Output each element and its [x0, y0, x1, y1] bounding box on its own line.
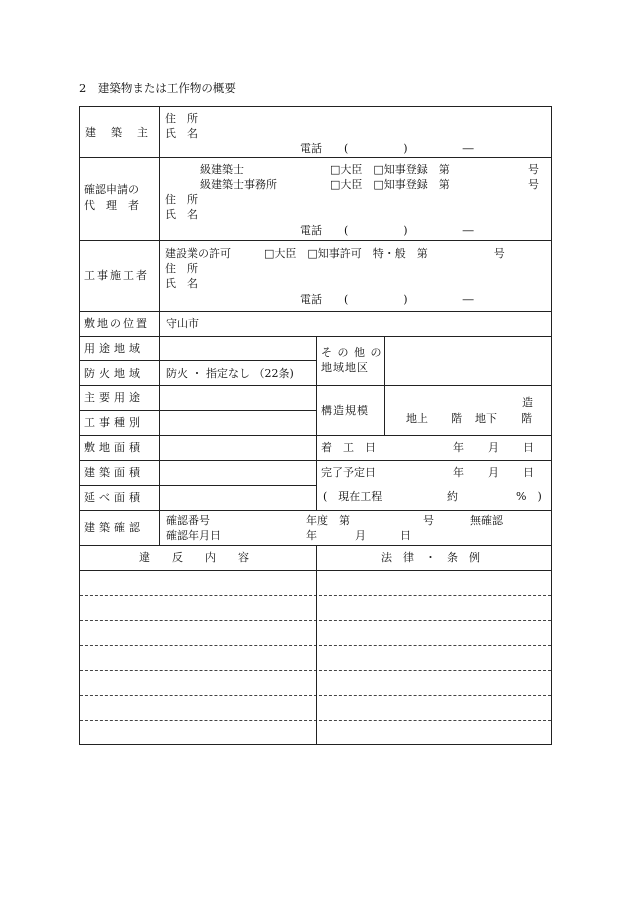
total-floor-area-label: 延べ面積	[84, 491, 144, 504]
row-divider	[79, 311, 552, 312]
row-divider	[79, 360, 316, 361]
site-area-label: 敷地面積	[84, 441, 144, 454]
law-ordinance-header: 法 律 ・ 条 例	[381, 551, 480, 564]
use-zone-label: 用途地域	[84, 342, 144, 355]
architect-registration: □大臣 □知事登録 第	[330, 163, 450, 176]
other-district-label-line1: そ の 他 の	[321, 346, 383, 359]
start-date-label: 着 工 日	[321, 441, 376, 454]
confirmation-date-month: 月	[355, 529, 366, 542]
contractor-permit: 建設業の許可 □大臣 □知事許可 特・般 第 号	[165, 247, 505, 260]
row-divider	[79, 157, 552, 158]
start-date-month: 月	[488, 441, 499, 454]
column-divider	[384, 336, 385, 435]
row-divider	[79, 485, 316, 486]
owner-address-label: 住 所	[165, 112, 198, 125]
office-reg-go: 号	[528, 178, 539, 191]
fire-zone-value: 防火 ・ 指定なし （22条)	[166, 367, 294, 380]
completion-date-month: 月	[488, 466, 499, 479]
structure-zo: 造	[522, 396, 533, 409]
contractor-phone-label: 電話 ( ) ―	[300, 293, 474, 306]
office-registration: □大臣 □知事登録 第	[330, 178, 450, 191]
architect-grade-label: 級建築士	[200, 163, 244, 176]
contractor-address-label: 住 所	[165, 262, 198, 275]
row-divider	[79, 510, 552, 511]
confirmation-date-year: 年	[306, 529, 317, 542]
agent-name-label: 氏 名	[165, 208, 198, 221]
completion-date-day: 日	[523, 466, 534, 479]
other-district-label-line2: 地域地区	[321, 361, 369, 374]
progress-percent: % )	[516, 490, 542, 503]
confirmation-date-day: 日	[400, 529, 411, 542]
column-divider	[316, 545, 317, 745]
no-confirmation-label: 無確認	[470, 514, 503, 527]
progress-label: ( 現在工程	[323, 490, 383, 503]
label-column-divider	[159, 106, 160, 545]
owner-phone-label: 電話 ( ) ―	[300, 142, 474, 155]
progress-approx: 約	[447, 490, 458, 503]
violation-content-header: 違 反 内 容	[139, 551, 249, 564]
construction-type-label: 工事種別	[84, 416, 144, 429]
agent-label-line2: 代 理 者	[84, 199, 139, 212]
owner-label: 建 築 主	[85, 126, 150, 139]
confirmation-fiscal-year: 年度 第	[306, 514, 350, 527]
structure-below-ground: 地下	[475, 412, 497, 425]
architect-reg-go: 号	[528, 163, 539, 176]
row-divider	[79, 410, 316, 411]
confirmation-number-label: 確認番号	[166, 514, 210, 527]
main-use-label: 主要用途	[84, 391, 144, 404]
section-title: 2 建築物または工作物の概要	[79, 81, 236, 95]
agent-label-line1: 確認申請の	[84, 183, 139, 196]
owner-name-label: 氏 名	[165, 127, 198, 140]
contractor-label: 工事施工者	[84, 269, 149, 282]
start-date-day: 日	[523, 441, 534, 454]
site-location-label: 敷地の位置	[84, 317, 149, 330]
fire-zone-label: 防火地域	[84, 367, 144, 380]
structure-scale-label: 構造規模	[321, 404, 369, 417]
structure-floors-below: 階	[521, 412, 532, 425]
architect-office-label: 級建築士事務所	[200, 178, 277, 191]
building-area-label: 建築面積	[84, 466, 144, 479]
site-location-value: 守山市	[166, 317, 199, 330]
contractor-name-label: 氏 名	[165, 277, 198, 290]
agent-phone-label: 電話 ( ) ―	[300, 224, 474, 237]
structure-above-ground: 地上	[406, 412, 428, 425]
agent-address-label: 住 所	[165, 193, 198, 206]
confirmation-date-label: 確認年月日	[166, 529, 221, 542]
building-confirmation-label: 建築確認	[84, 521, 144, 534]
completion-date-year: 年	[453, 466, 464, 479]
confirmation-go: 号	[423, 514, 434, 527]
completion-date-label: 完了予定日	[321, 466, 376, 479]
structure-floors-above: 階	[451, 412, 462, 425]
start-date-year: 年	[453, 441, 464, 454]
row-divider	[79, 240, 552, 241]
column-divider	[316, 336, 317, 510]
